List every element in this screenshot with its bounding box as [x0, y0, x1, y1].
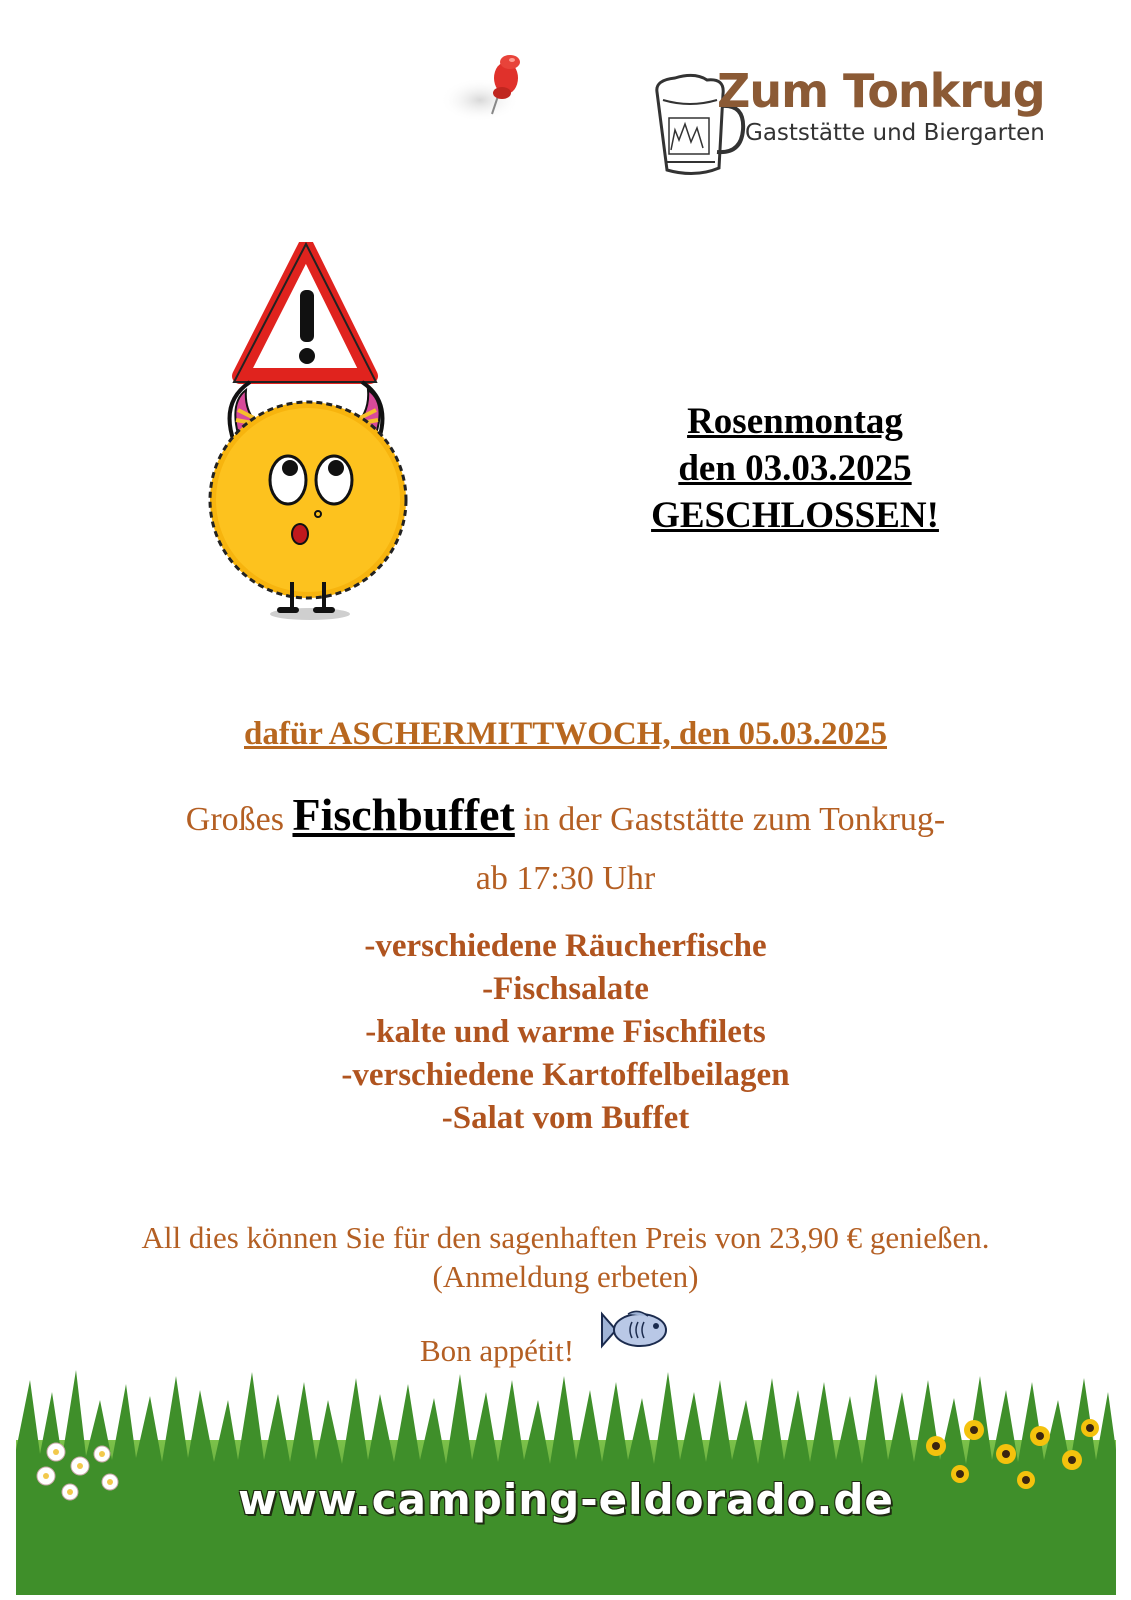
fish-icon: [598, 1308, 670, 1354]
closed-notice: [600, 398, 990, 539]
logo-subtitle: Gaststätte und Biergarten: [745, 120, 1045, 146]
price-info: [0, 1218, 1131, 1296]
notice-line-rosenmontag: Rosenmontag: [687, 401, 903, 442]
closing-text: Bon appétit!: [420, 1333, 575, 1368]
event-heading-text: dafür ASCHERMITTWOCH, den 05.03.2025: [244, 716, 887, 752]
footer-url: www.camping-eldorado.de: [238, 1475, 894, 1524]
menu-list: [0, 925, 1131, 1140]
menu-item: -verschiedene Kartoffelbeilagen: [341, 1057, 790, 1093]
logo: [645, 60, 1065, 180]
buffet-line: [0, 788, 1131, 841]
warning-monster-illustration: [200, 242, 425, 622]
buffet-highlight: Fischbuffet: [292, 789, 515, 840]
footer-banner: [16, 1370, 1116, 1595]
buffet-prefix: Großes: [185, 801, 284, 838]
event-heading: [0, 716, 1131, 753]
pushpin-icon: [440, 48, 550, 128]
event-time: ab 17:30 Uhr: [475, 860, 656, 897]
notice-line-closed: GESCHLOSSEN!: [651, 495, 939, 536]
price-line: All dies können Sie für den sagenhaften Preis von 23,90 € genießen.: [141, 1220, 990, 1255]
buffet-suffix: in der Gaststätte zum Tonkrug-: [523, 801, 946, 838]
registration-note: (Anmeldung erbeten): [432, 1259, 699, 1294]
notice-line-date: den 03.03.2025: [678, 448, 912, 489]
menu-item: -kalte und warme Fischfilets: [365, 1014, 766, 1050]
menu-item: -Salat vom Buffet: [441, 1100, 690, 1136]
menu-item: -Fischsalate: [482, 971, 649, 1007]
menu-item: -verschiedene Räucherfische: [364, 928, 767, 964]
logo-title: Zum Tonkrug: [717, 64, 1045, 118]
